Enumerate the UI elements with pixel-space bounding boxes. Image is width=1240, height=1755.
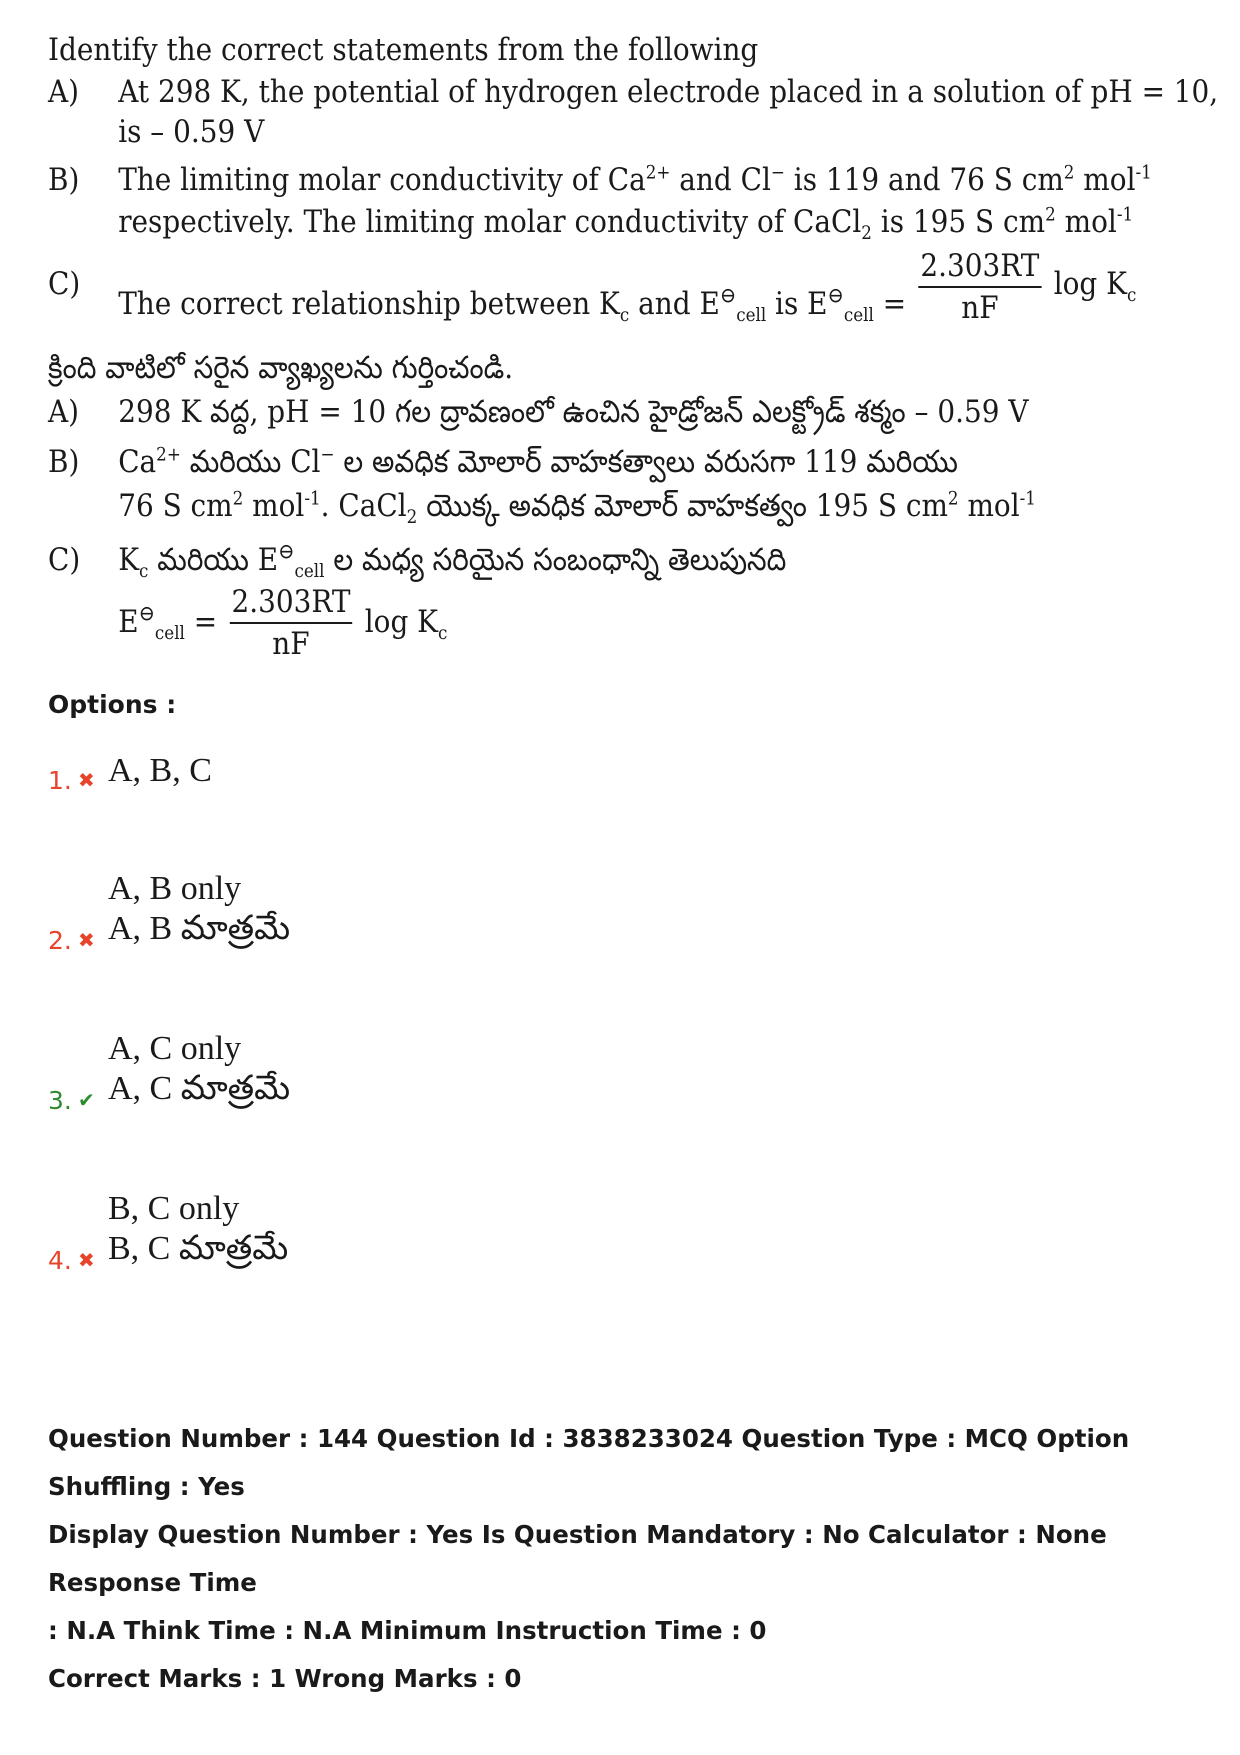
option-3[interactable] <box>48 1030 748 1130</box>
option-text-en: A, C only <box>108 1030 242 1067</box>
option-number: 2. <box>48 926 72 955</box>
question-intro-en: Identify the correct statements from the following <box>48 32 759 68</box>
option-text-te: A, B మాత్రమే <box>108 910 291 947</box>
wrong-mark-icon: ✖ <box>78 768 95 792</box>
statement-text: At 298 K, the potential of hydrogen electrode placed in a solution of pH = 10, <box>118 74 1219 110</box>
fraction: $\frac{2.303RT}{nF}$ <box>920 248 1040 326</box>
metadata-line: Question Number : 144 Question Id : 3838233024 Question Type : MCQ Option Shuffling : Yes <box>48 1424 1130 1501</box>
metadata-line: Correct Marks : 1 Wrong Marks : 0 <box>48 1664 522 1693</box>
option-text-en: B, C only <box>108 1190 240 1227</box>
option-4[interactable] <box>48 1190 748 1290</box>
option-text-en: A, B only <box>108 870 242 907</box>
option-text-te: A, C మాత్రమే <box>108 1070 291 1107</box>
option-text-te: B, C మాత్రమే <box>108 1230 289 1267</box>
options-label: Options : <box>48 690 177 719</box>
statement-label: A) <box>48 74 80 110</box>
metadata-line: Display Question Number : Yes Is Question Mandatory : No Calculator : None Response Time <box>48 1520 1107 1597</box>
question-intro-te: క్రింది వాటిలో సరైన వ్యాఖ్యలను గుర్తించండి. <box>48 350 514 386</box>
wrong-mark-icon: ✖ <box>78 928 95 952</box>
question-metadata <box>48 1415 1198 1703</box>
option-number: 4. <box>48 1246 72 1275</box>
option-number: 1. <box>48 766 72 795</box>
fraction: $\frac{2.303RT}{nF}$ <box>231 584 351 662</box>
option-text: A, B, C <box>108 752 212 789</box>
option-2[interactable] <box>48 870 748 970</box>
option-1[interactable] <box>48 752 748 812</box>
option-number: 3. <box>48 1086 72 1115</box>
correct-mark-icon: ✔ <box>78 1088 95 1112</box>
wrong-mark-icon: ✖ <box>78 1248 95 1272</box>
metadata-line: : N.A Think Time : N.A Minimum Instruction Time : 0 <box>48 1616 767 1645</box>
